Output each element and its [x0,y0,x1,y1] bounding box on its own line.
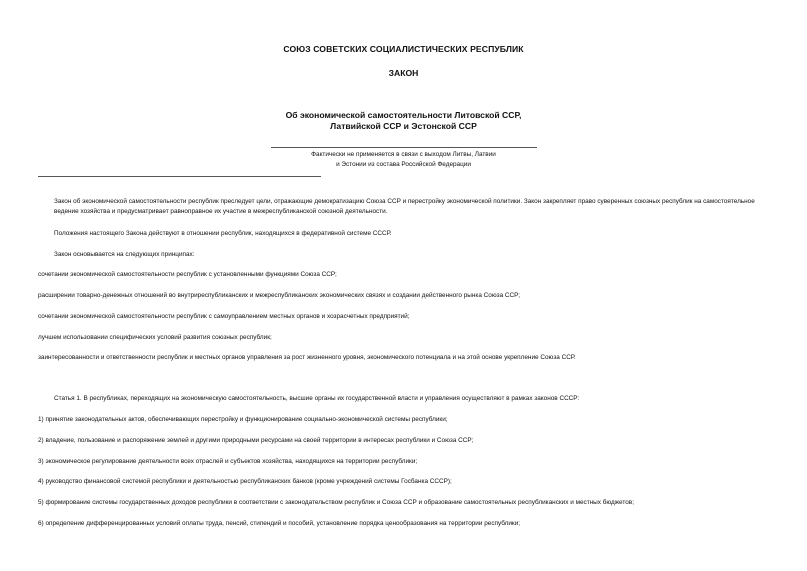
principle-item: сочетании экономической самостоятельности республик с установленными функциями Союза ССР; [38,271,337,278]
scope-paragraph: Положения настоящего Закона действуют в отношении республик, находящихся в федеративной системе СССР. [54,230,392,237]
principle-item: лучшем использовании специфических условий развития союзных республик; [38,334,272,341]
law-title [0,110,807,132]
principle-item: заинтересованности и ответственности республик и местных органов управления за рост жизненного уровня, экономического потенциала и на этой основе укрепление Союза ССР. [38,354,576,361]
status-note-line-2: и Эстонии из состава Российской Федерации [336,161,471,168]
note-top-rule [271,147,537,148]
article-1-item: 4) руководство финансовой системой республики и деятельностью республиканских банков (кроме учреждений системы Госбанка СССР); [38,478,452,485]
document-type: ЗАКОН [388,68,419,78]
union-heading: СОЮЗ СОВЕТСКИХ СОЦИАЛИСТИЧЕСКИХ РЕСПУБЛИК [283,44,524,54]
article-1-item: 3) экономическое регулирование деятельности всех отраслей и субъектов хозяйства, находящихся на территории республики; [38,458,418,465]
preamble-paragraph: Закон об экономической самостоятельности республик преследует цели, отражающие демократизацию Союза ССР и перестройку экономической политики. Закон закрепляет право суверенных союзных республик на самостоятельное ведение хозяйства и предусматривает равноправное их участие в межреспубликанской союзной деятельности. [54,198,755,215]
status-note-line-1: Фактически не применяется в связи с выходом Литвы, Латвии [311,151,496,158]
article-1-heading: Статья 1. В республиках, переходящих на экономическую самостоятельность, высшие органы их государственной власти и управления осуществляют в рамках законов СССР: [54,395,580,402]
status-note [0,150,807,170]
principles-intro: Закон основывается на следующих принципах: [54,251,195,258]
article-1-item: 5) формирование системы государственных доходов республики в соответствии с законодательством республик и Союза ССР и образование самостоятельных республиканских и местных бюджетов; [38,499,634,506]
article-1-item: 6) определение дифференцированных условий оплаты труда, пенсий, стипендий и пособий, установление порядка ценообразования на территории республики; [38,520,521,527]
principle-item: расширении товарно-денежных отношений во внутриреспубликанских и межреспубликанских экономических связях и создании действенного рынка Союза ССР; [38,292,521,299]
article-1-item: 1) принятие законодательных актов, обеспечивающих перестройку и функционирование социально-экономической системы республики; [38,416,448,423]
article-1-item: 2) владение, пользование и распоряжение землей и другими природными ресурсами на своей территории в интересах республики и Союза ССР; [38,437,474,444]
principle-item: сочетании экономической самостоятельности республик с самоуправлением местных органов и хозрасчетных предприятий; [38,313,410,320]
law-title-line-1: Об экономической самостоятельности Литовской ССР, [285,110,522,120]
law-title-line-2: Латвийской ССР и Эстонской ССР [330,121,477,131]
note-bottom-rule [38,176,321,177]
